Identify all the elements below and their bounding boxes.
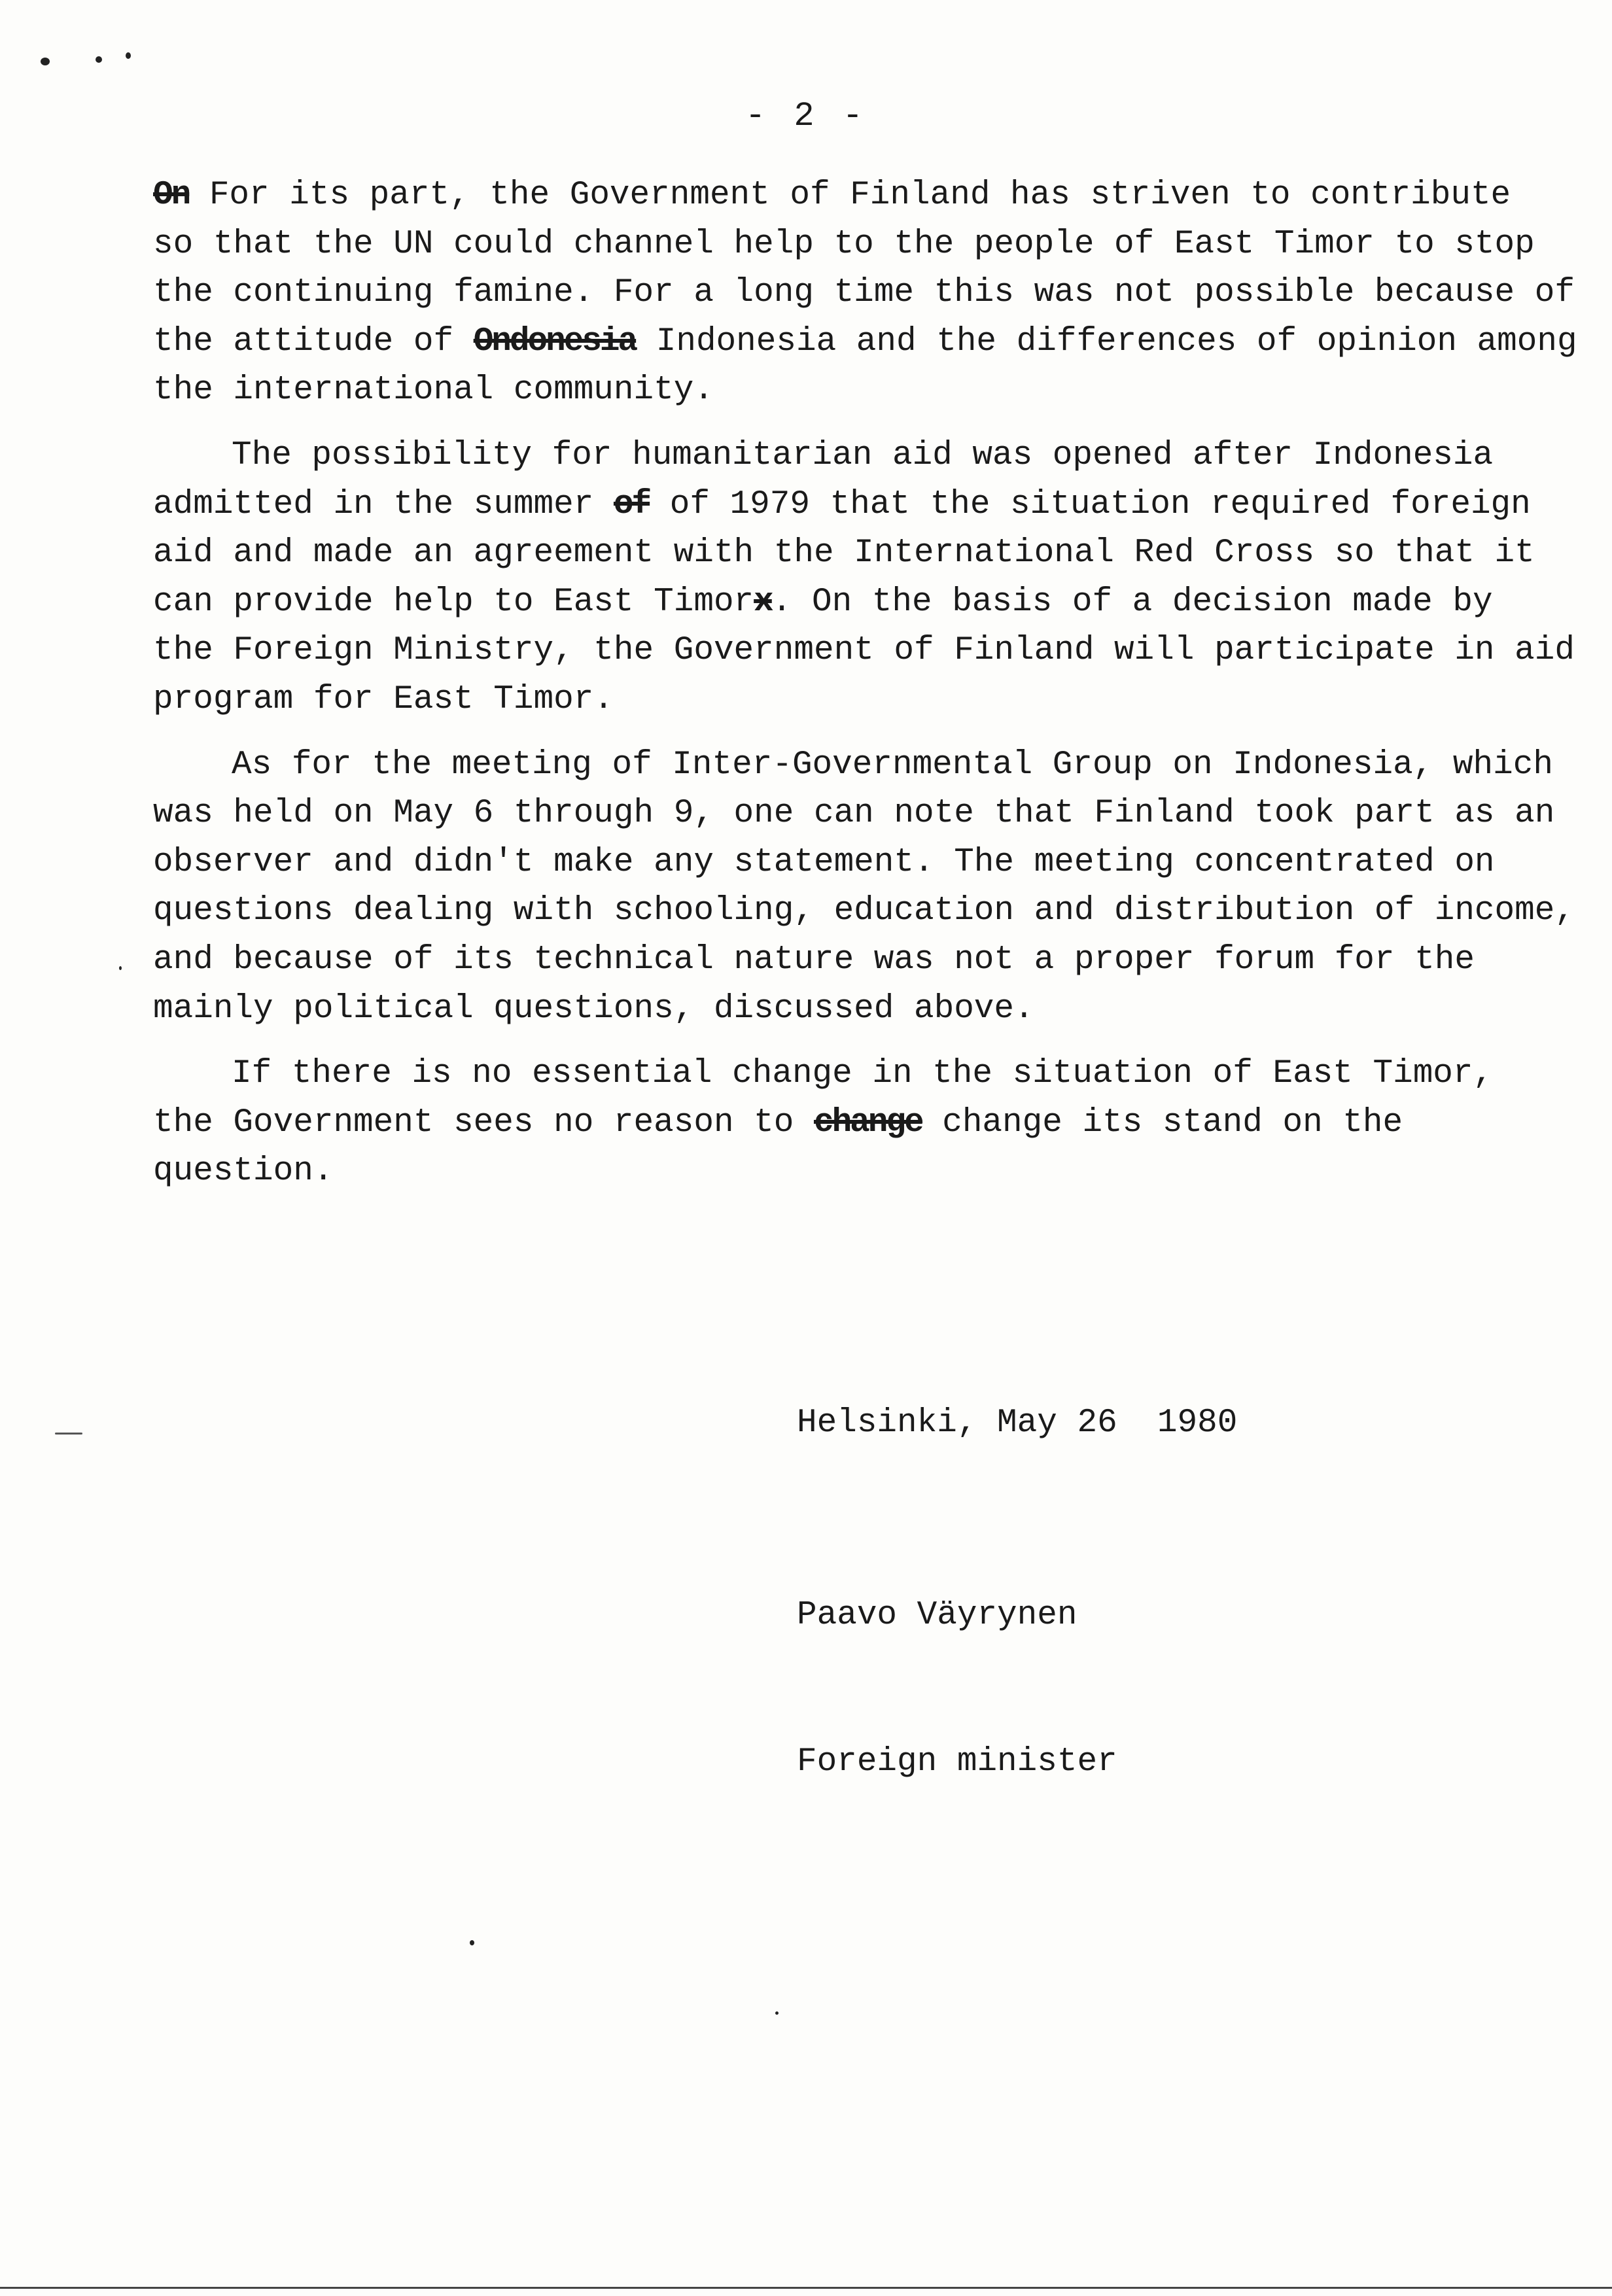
text-line	[153, 318, 1579, 367]
speck-mark	[470, 1940, 474, 1945]
speck-mark	[96, 56, 102, 63]
text-line: the international community.	[153, 372, 714, 409]
line-text: Indonesia and the differences of opinion among	[636, 322, 1577, 360]
text-line: questions dealing with schooling, education and distribution of income,	[153, 892, 1575, 930]
struck-text: On	[153, 177, 190, 214]
paragraph-4	[153, 1050, 1579, 1196]
letter-body	[153, 171, 1579, 1213]
text-line: and because of its technical nature was not a proper forum for the	[153, 941, 1475, 979]
line-text: change its stand on the	[922, 1104, 1403, 1141]
line-text: the attitude of	[153, 322, 474, 360]
text-line: If there is no essential change in the situation of East Timor,	[232, 1055, 1494, 1093]
speck-mark	[119, 966, 122, 970]
line-text: For its part, the Government of Finland has striven to contribute	[189, 177, 1511, 214]
speck-mark	[126, 52, 131, 59]
speck-mark	[775, 2011, 779, 2015]
page-number: - 2 -	[745, 97, 867, 135]
text-line: the Foreign Ministry, the Government of Finland will participate in aid	[153, 632, 1575, 670]
bottom-rule	[0, 2287, 1612, 2289]
text-line: aid and made an agreement with the International Red Cross so that it	[153, 534, 1535, 572]
signature-block	[797, 1302, 1237, 1885]
line-text: the Government sees no reason to	[153, 1104, 814, 1141]
speck-mark	[41, 58, 50, 65]
struck-text: of	[613, 485, 650, 523]
text-line: question.	[153, 1153, 334, 1191]
speck-mark	[55, 1433, 82, 1435]
line-text: of 1979 that the situation required foreign	[650, 485, 1531, 523]
text-line	[153, 578, 1579, 627]
struck-text: change	[813, 1104, 922, 1141]
text-line: observer and didn't make any statement. The meeting concentrated on	[153, 843, 1495, 881]
text-line: was held on May 6 through 9, one can note that Finland took part as an	[153, 795, 1555, 833]
text-line: program for East Timor.	[153, 680, 614, 718]
text-line	[153, 171, 1579, 220]
paragraph-2	[153, 432, 1579, 725]
signatory-name: Paavo Väyrynen	[797, 1596, 1078, 1634]
struck-text: x	[754, 583, 772, 621]
text-line	[153, 1099, 1579, 1148]
text-line: As for the meeting of Inter-Governmental Group on Indonesia, which	[232, 746, 1553, 784]
text-line	[153, 481, 1579, 530]
text-line: mainly political questions, discussed above.	[153, 990, 1034, 1028]
paragraph-3	[153, 741, 1579, 1034]
line-text: admitted in the summer	[153, 485, 614, 523]
struck-text: Ondonesia	[473, 322, 637, 360]
signatory-title: Foreign minister	[797, 1743, 1117, 1781]
paragraph-1	[153, 171, 1579, 415]
place-date: Helsinki, May 26 1980	[797, 1404, 1238, 1442]
text-line: The possibility for humanitarian aid was opened after Indonesia	[232, 436, 1494, 474]
text-line: so that the UN could channel help to the people of East Timor to stop	[153, 225, 1535, 263]
text-line: the continuing famine. For a long time this was not possible because of	[153, 274, 1575, 312]
line-text: can provide help to East Timor	[153, 583, 754, 621]
line-text: . On the basis of a decision made by	[771, 583, 1493, 621]
